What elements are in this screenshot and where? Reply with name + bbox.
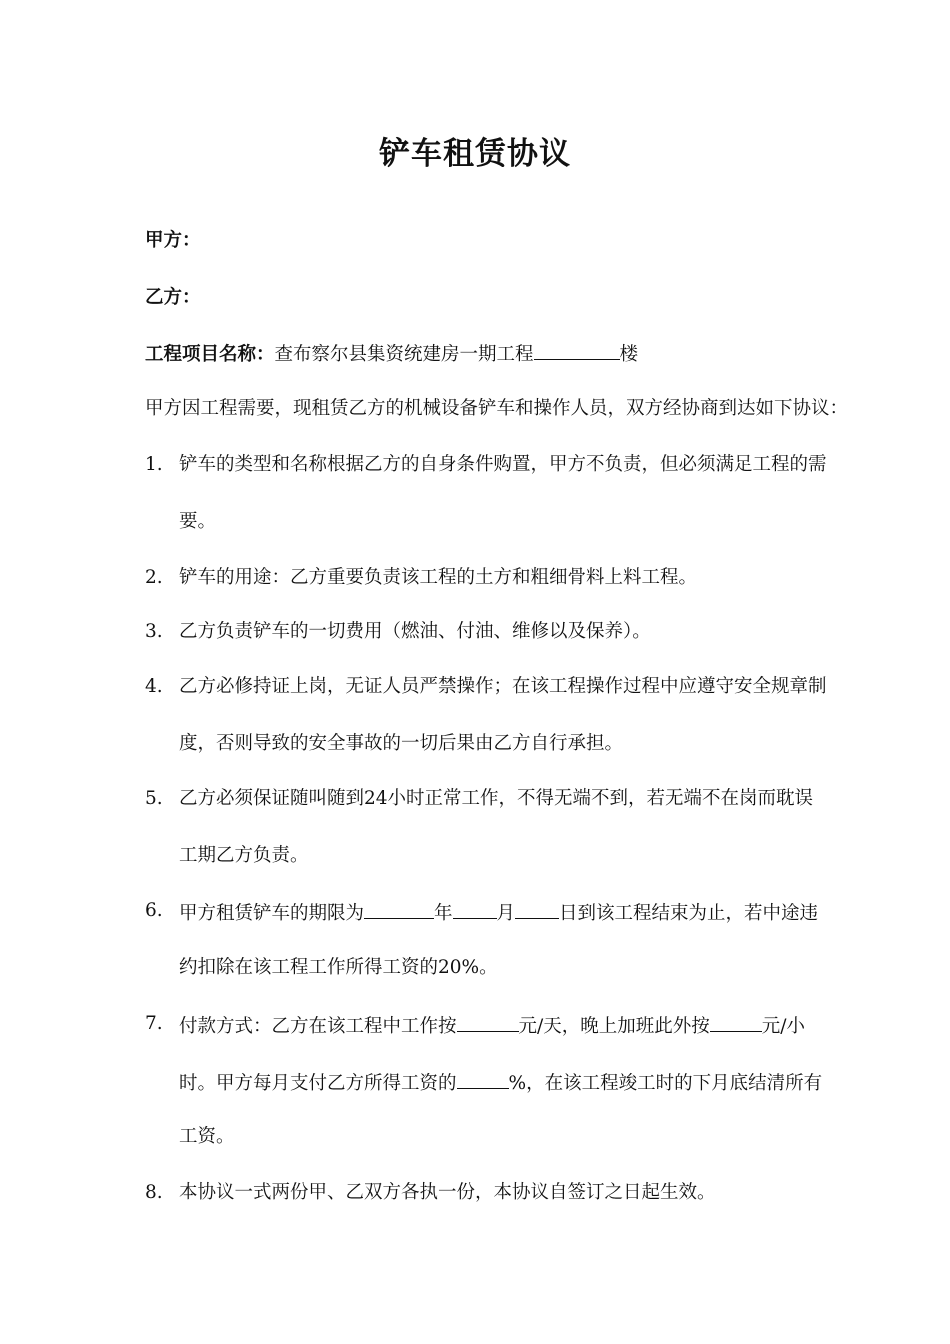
year-blank <box>364 898 434 919</box>
clause-7-part-3: 元/小 <box>761 1016 805 1037</box>
daily-rate-blank <box>457 1011 519 1032</box>
clause-7-part-1: 付款方式：乙方在该工程中工作按 <box>179 1016 457 1037</box>
clause-6-line-2: 约扣除在该工程工作所得工资的20%。 <box>179 957 498 978</box>
document-title: 铲车租赁协议 <box>379 136 571 172</box>
clause-1-line-1: 铲车的类型和名称根据乙方的自身条件购置，甲方不负责，但必须满足工程的需 <box>179 454 827 475</box>
clause-7-number: 7. <box>145 1013 163 1034</box>
day-blank <box>515 898 559 919</box>
clause-5-line-1: 乙方必须保证随叫随到24小时正常工作，不得无端不到，若无端不在岗而耽误 <box>179 788 814 809</box>
clause-2-line-1: 铲车的用途：乙方重要负责该工程的土方和粗细骨料上料工程。 <box>179 567 698 588</box>
clause-7-line-2 <box>179 1068 822 1097</box>
clause-5-line-2: 工期乙方负责。 <box>179 845 309 866</box>
hourly-rate-blank <box>710 1011 762 1032</box>
clause-6-part-4: 日到该工程结束为止，若中途违 <box>559 903 819 924</box>
clause-5-number: 5. <box>145 788 163 809</box>
clause-7-part-5: %，在该工程竣工时的下月底结清所有 <box>508 1073 823 1094</box>
clause-7-line-3: 工资。 <box>179 1126 235 1147</box>
clause-8-line-1: 本协议一式两份甲、乙双方各执一份，本协议自签订之日起生效。 <box>179 1182 716 1203</box>
percentage-blank <box>457 1068 509 1089</box>
clause-4-line-1: 乙方必修持证上岗，无证人员严禁操作；在该工程操作过程中应遵守安全规章制 <box>179 676 827 697</box>
clause-7-part-2: 元/天，晚上加班此外按 <box>518 1016 710 1037</box>
clause-3-number: 3. <box>145 621 163 642</box>
year-label: 年 <box>434 903 453 924</box>
clause-1-line-2: 要。 <box>179 511 217 532</box>
clause-2-number: 2. <box>145 567 163 588</box>
clause-4-number: 4. <box>145 676 163 697</box>
clause-7-line-1 <box>179 1011 805 1040</box>
clause-7-part-4: 时。甲方每月支付乙方所得工资的 <box>179 1073 457 1094</box>
clause-8-number: 8. <box>145 1182 163 1203</box>
party-b-label: 乙方： <box>145 287 201 308</box>
clause-6-line-1 <box>179 898 818 927</box>
month-label: 月 <box>496 903 516 924</box>
month-blank <box>453 898 497 919</box>
project-line <box>145 339 638 368</box>
clause-6-part-1: 甲方租赁铲车的期限为 <box>179 903 365 924</box>
party-a-label: 甲方： <box>145 230 201 251</box>
project-label: 工程项目名称： <box>145 344 275 365</box>
clause-3-line-1: 乙方负责铲车的一切费用（燃油、付油、维修以及保养）。 <box>179 621 651 642</box>
clause-6-number: 6. <box>145 900 163 921</box>
clause-1-number: 1. <box>145 454 163 475</box>
clause-4-line-2: 度，否则导致的安全事故的一切后果由乙方自行承担。 <box>179 733 624 754</box>
project-name: 查布察尔县集资统建房一期工程 <box>274 344 534 365</box>
intro-paragraph: 甲方因工程需要，现租赁乙方的机械设备铲车和操作人员，双方经协商到达如下协议： <box>145 398 849 419</box>
project-suffix: 楼 <box>619 344 639 365</box>
building-number-blank <box>534 339 620 360</box>
